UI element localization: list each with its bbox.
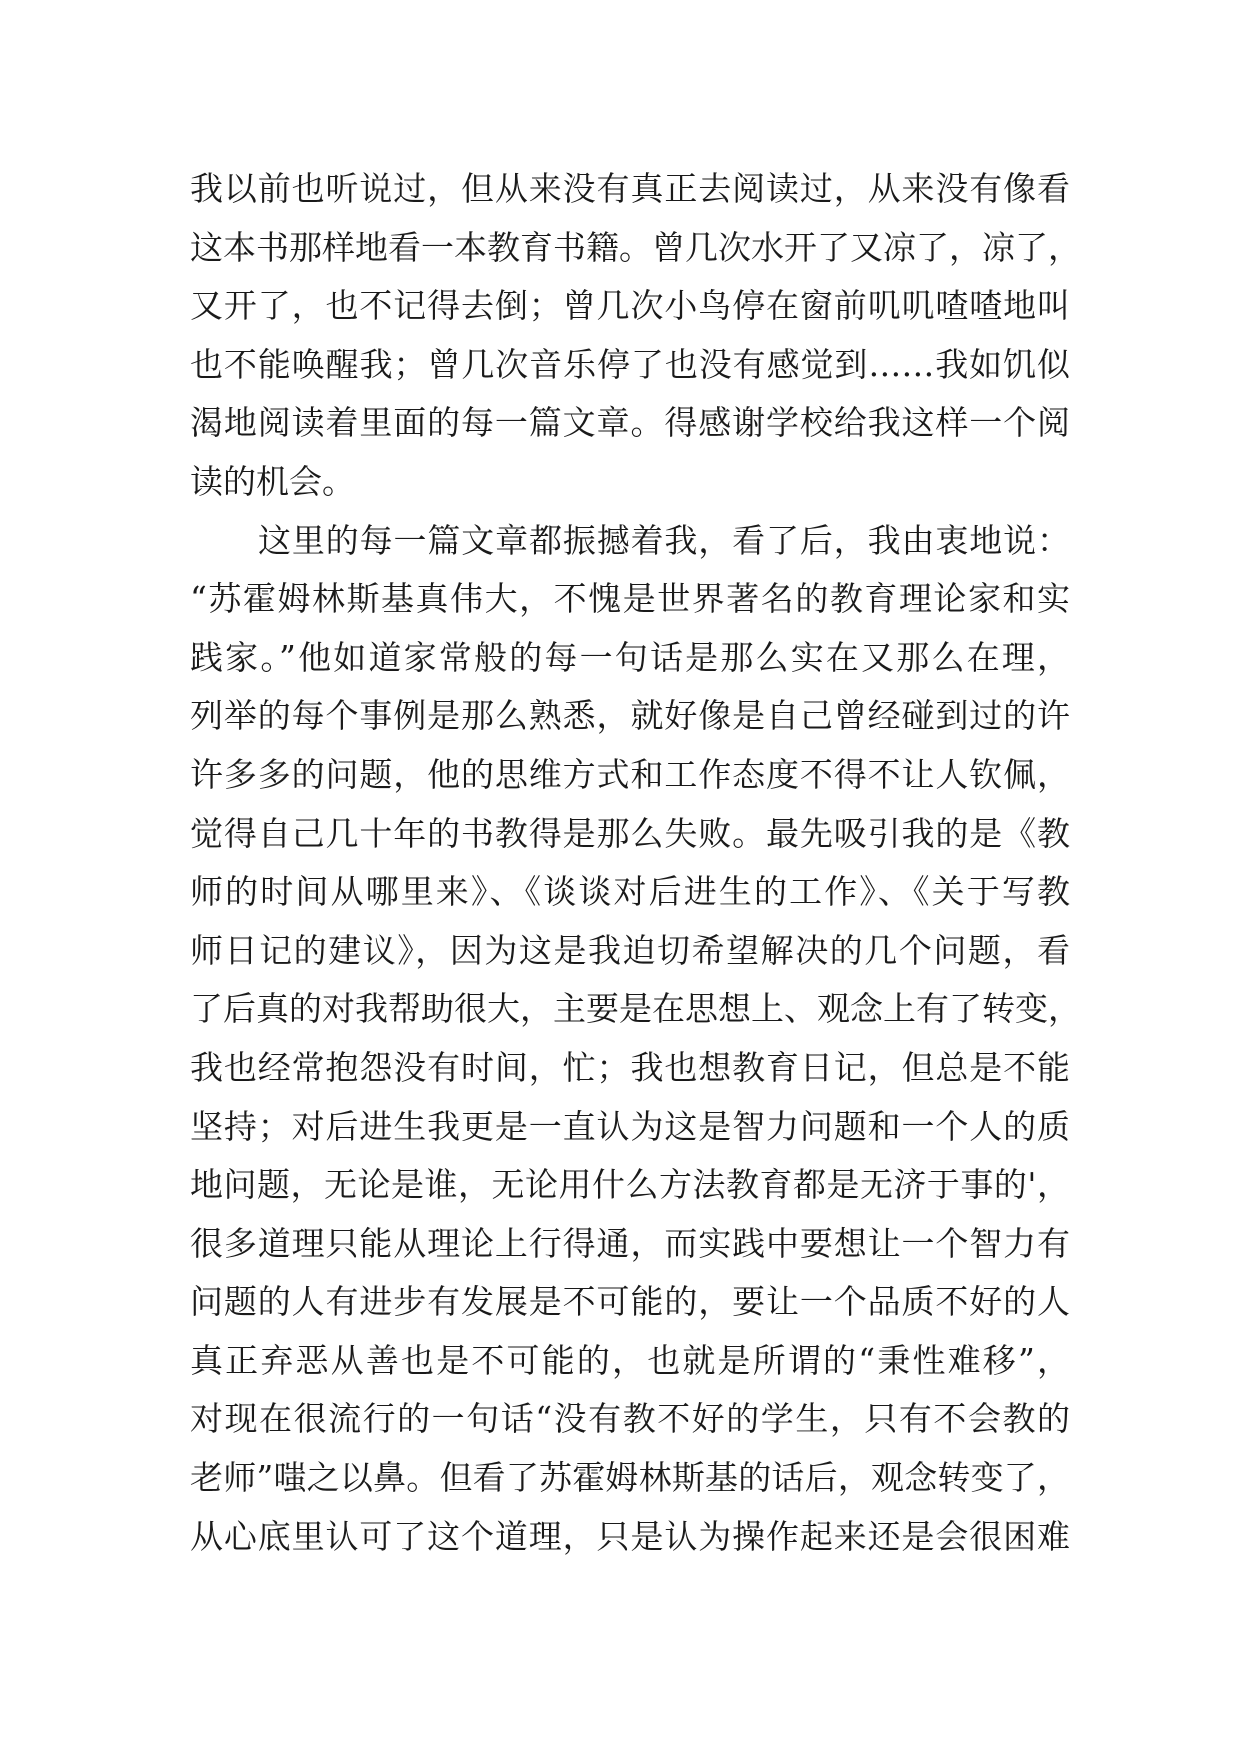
text-line: 坚持；对后进生我更是一直认为这是智力问题和一个人的质 <box>190 1106 1070 1146</box>
text-line: 对现在很流行的一句话“没有教不好的学生，只有不会教的 <box>190 1399 1070 1439</box>
text-line: “苏霍姆林斯基真伟大，不愧是世界著名的教育理论家和实 <box>190 579 1070 619</box>
text-line: 从心底里认可了这个道理，只是认为操作起来还是会很困难 <box>190 1516 1070 1556</box>
text-line: 又开了，也不记得去倒；曾几次小鸟停在窗前叽叽喳喳地叫 <box>190 286 1070 326</box>
text-line: 老师”嗤之以鼻。但看了苏霍姆林斯基的话后，观念转变了， <box>190 1458 1070 1498</box>
text-line: 师日记的建议》，因为这是我迫切希望解决的几个问题，看 <box>190 930 1070 970</box>
text-line: 地问题，无论是谁，无论用什么方法教育都是无济于事的'， <box>190 1165 1070 1205</box>
text-line: 我也经常抱怨没有时间，忙；我也想教育日记，但总是不能 <box>190 1047 1070 1087</box>
text-line: 我以前也听说过，但从来没有真正去阅读过，从来没有像看 <box>190 169 1070 208</box>
text-line: 觉得自己几十年的书教得是那么失败。最先吸引我的是《教 <box>190 813 1070 853</box>
text-line: 列举的每个事例是那么熟悉，就好像是自己曾经碰到过的许 <box>190 696 1070 736</box>
text-line: 很多道理只能从理论上行得通，而实践中要想让一个智力有 <box>190 1223 1070 1263</box>
text-line: 了后真的对我帮助很大，主要是在思想上、观念上有了转变， <box>190 989 1081 1029</box>
paragraph-first-line: 这里的每一篇文章都振撼着我，看了后，我由衷地说： <box>258 520 1070 560</box>
text-line: 这本书那样地看一本教育书籍。曾几次水开了又凉了，凉了， <box>190 227 1081 267</box>
text-line: 渴地阅读着里面的每一篇文章。得感谢学校给我这样一个阅 <box>190 403 1070 443</box>
text-line: 践家。”他如道家常般的每一句话是那么实在又那么在理， <box>190 637 1070 677</box>
text-line: 也不能唤醒我；曾几次音乐停了也没有感觉到……我如饥似 <box>190 344 1070 384</box>
text-line: 许多多的问题，他的思维方式和工作态度不得不让人钦佩， <box>190 754 1070 794</box>
text-line: 师的时间从哪里来》、《谈谈对后进生的工作》、《关于写教 <box>190 872 1070 912</box>
text-line: 真正弃恶从善也是不可能的，也就是所谓的“秉性难移”， <box>190 1340 1070 1380</box>
text-line: 读的机会。 <box>190 461 355 501</box>
text-line: 问题的人有进步有发展是不可能的，要让一个品质不好的人 <box>190 1282 1070 1322</box>
body-text <box>190 160 1081 1566</box>
